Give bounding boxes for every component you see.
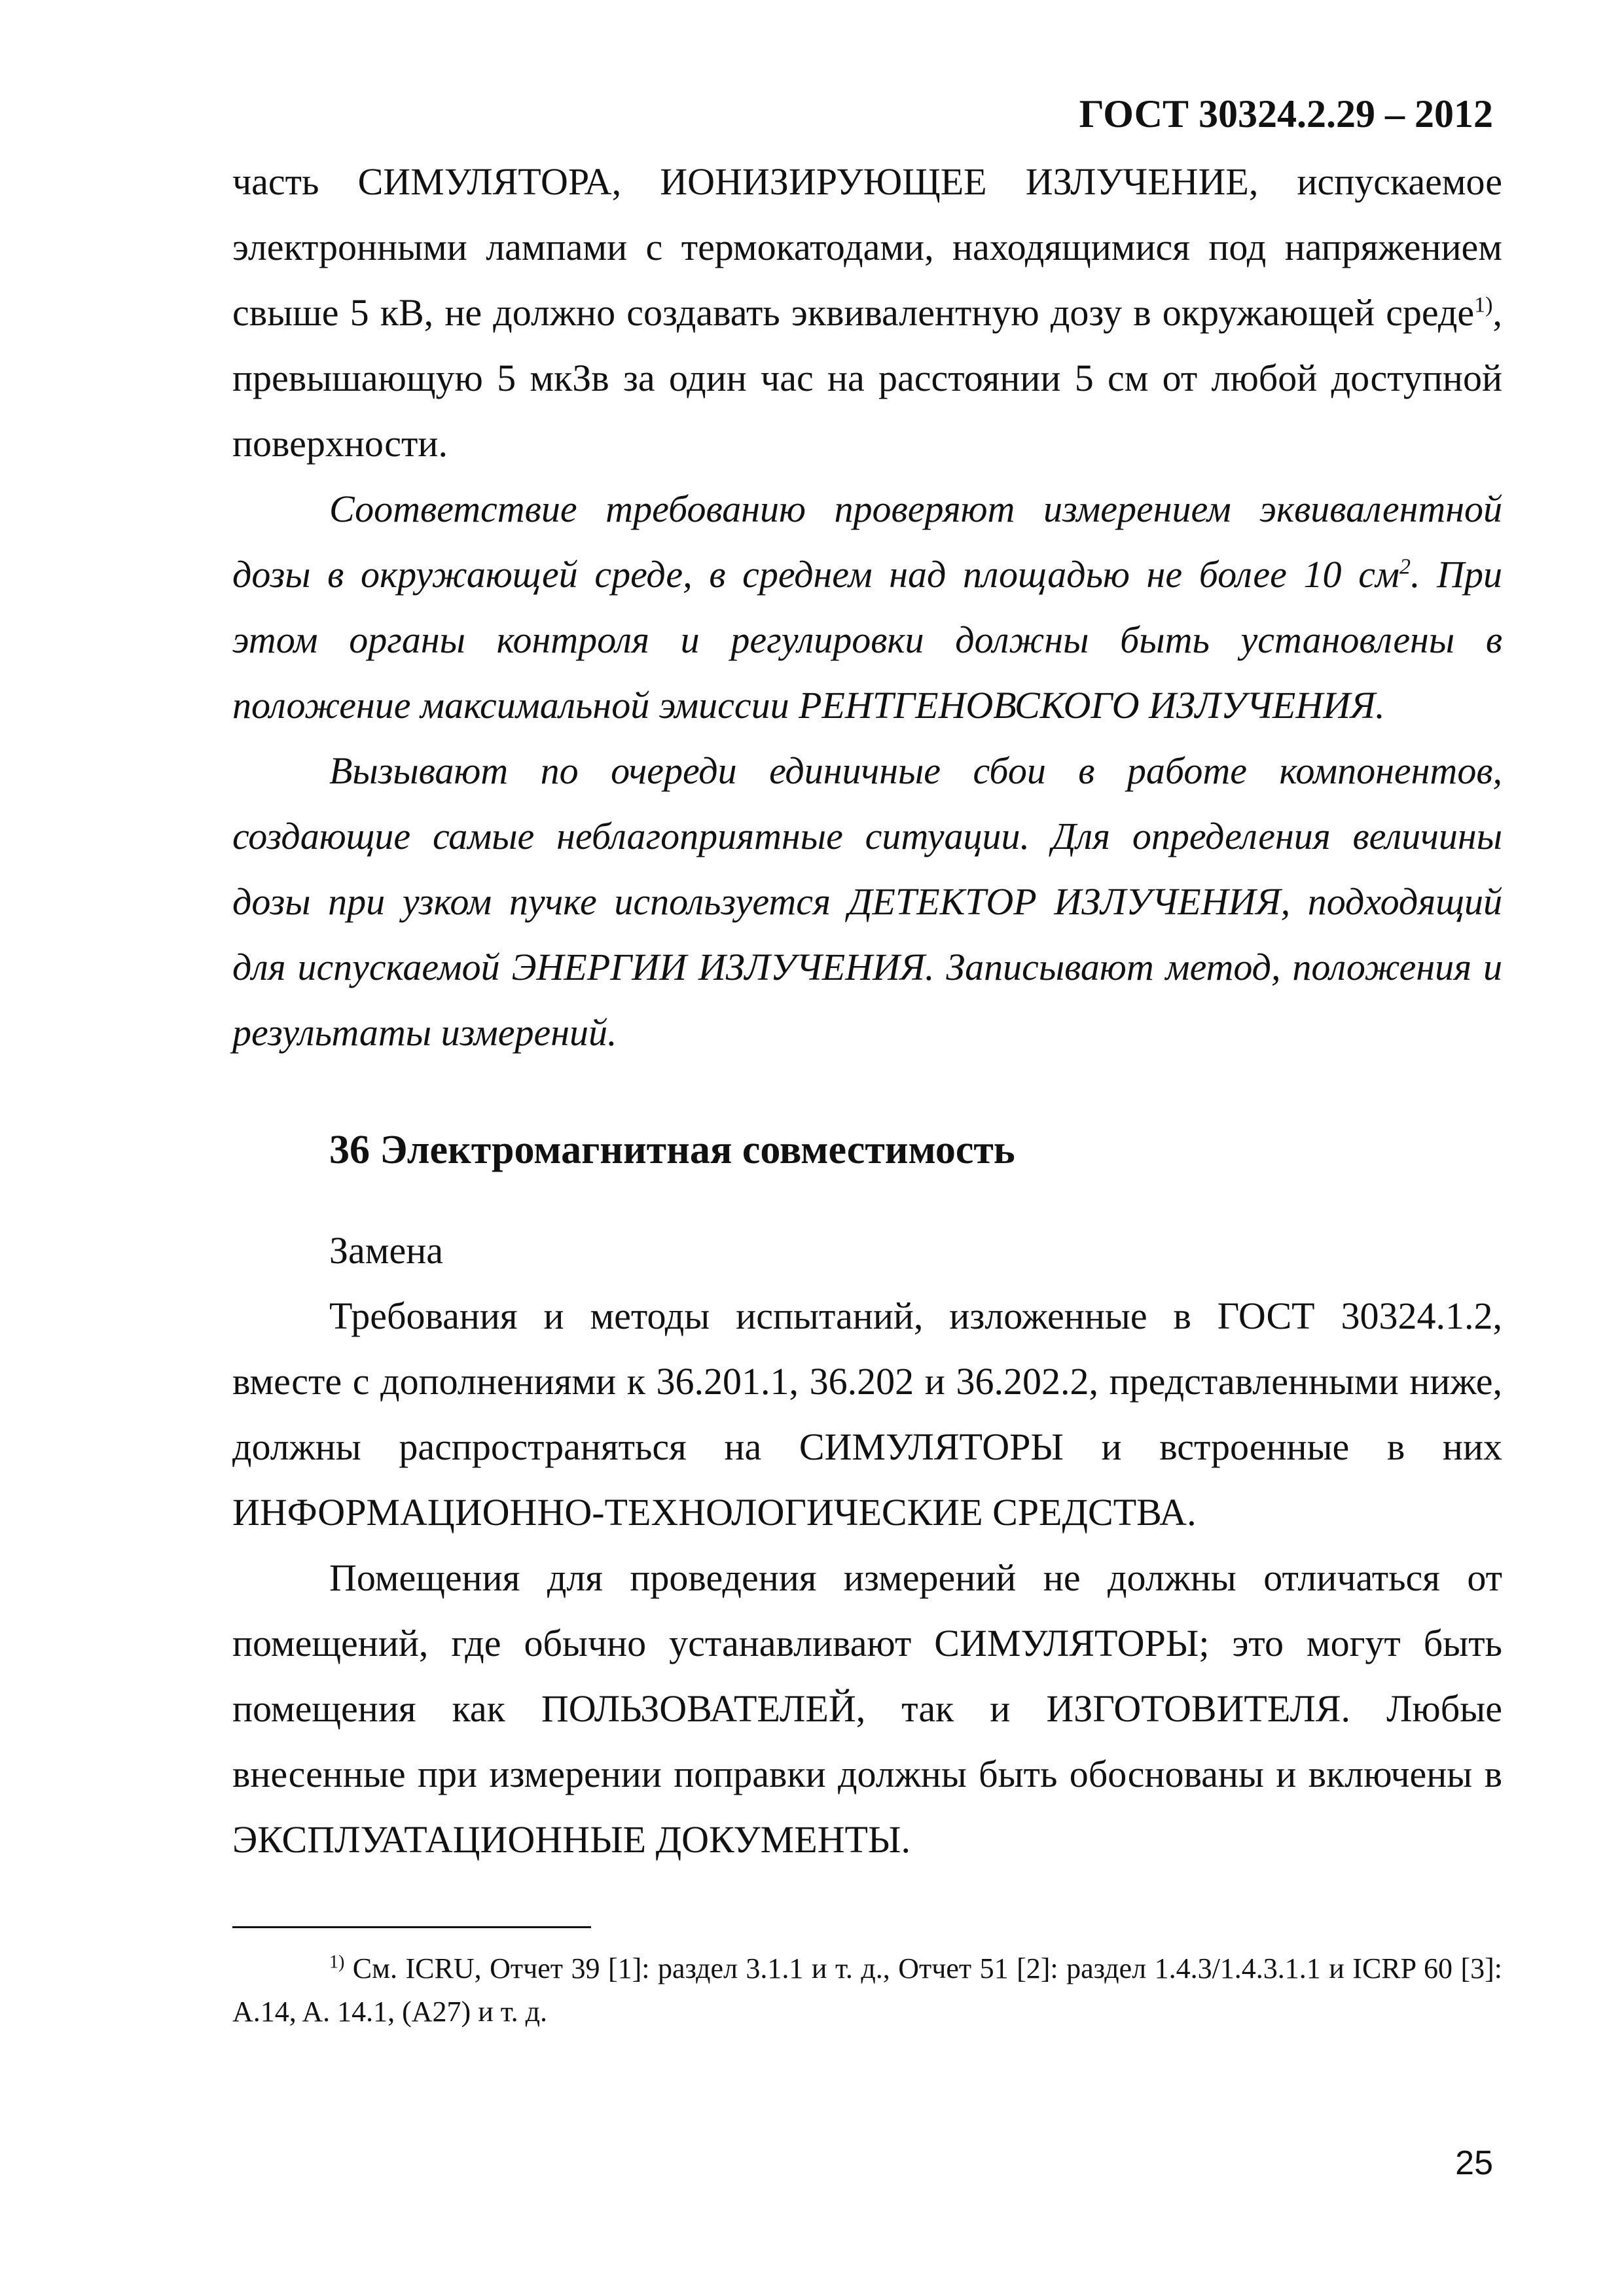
- footnote: [232, 1947, 1502, 2034]
- superscript: 2: [1399, 554, 1411, 579]
- footnote-divider: [232, 1926, 591, 1928]
- replace-label: Замена: [329, 1229, 444, 1272]
- paragraph-text-tail: , превышающую 5 мкЗв за один час на расстоянии 5 см от любой доступной поверхности.: [232, 291, 1502, 465]
- footnote-text: См. ICRU, Отчет 39 [1]: раздел 3.1.1 и т. д., Отчет 51 [2]: раздел 1.4.3/1.4.3.1.1 и ICRP 60 [3]: A.14, A. 14.1, (A27) и т. д.: [232, 1952, 1502, 2028]
- footnote-reference: 1): [1474, 293, 1493, 317]
- footnote-mark: 1): [329, 1952, 345, 1973]
- paragraph-measurement-rooms: Помещения для проведения измерений не должны отличаться от помещений, где обычно устанавливают СИМУЛЯТОРЫ; это могут быть помещения как ПОЛЬЗОВАТЕЛЕЙ, так и ИЗГОТОВИТЕЛЯ. Любые внесенные при измерении поправки должны быть обоснованы и включены в ЭКСПЛУАТАЦИОННЫЕ ДОКУМЕНТЫ.: [232, 1556, 1502, 1861]
- paragraph-text-tail: . При этом органы контроля и регулировки должны быть установлены в положение максимальной эмиссии РЕНТГЕНОВСКОГО ИЗЛУЧЕНИЯ.: [232, 553, 1503, 726]
- paragraph-radiation-requirement: [232, 149, 1502, 476]
- page-number: 25: [1455, 2144, 1493, 2182]
- paragraph-test-methods: Требования и методы испытаний, изложенные в ГОСТ 30324.1.2, вместе с дополнениями к 36.201.1, 36.202 и 36.202.2, представленными ниже, должны распространяться на СИМУЛЯТОРЫ и встроенные в них ИНФОРМАЦИОННО-ТЕХНОЛОГИЧЕСКИЕ СРЕДСТВА.: [232, 1295, 1502, 1534]
- document-header: ГОСТ 30324.2.29 – 2012: [1079, 92, 1493, 135]
- section-heading: 36 Электромагнитная совместимость: [329, 1128, 1015, 1172]
- section-36-body: [232, 1218, 1502, 1873]
- paragraph-text: часть СИМУЛЯТОРА, ИОНИЗИРУЮЩЕЕ ИЗЛУЧЕНИЕ, испускаемое электронными лампами с термокатодами, находящимися под напряжением свыше 5 кВ, не должно создавать эквивалентную дозу в окружающей среде: [232, 160, 1502, 334]
- paragraph-compliance-check: [232, 476, 1502, 738]
- paragraph-text: Соответствие требованию проверяют измерением эквивалентной дозы в окружающей среде, в среднем над площадью не более 10 см: [232, 488, 1502, 596]
- paragraph-single-faults: Вызывают по очереди единичные сбои в работе компонентов, создающие самые неблагоприятные ситуации. Для определения величины дозы при узком пучке используется ДЕТЕКТОР ИЗЛУЧЕНИЯ, подходящий для испускаемой ЭНЕРГИИ ИЗЛУЧЕНИЯ. Записывают метод, положения и результаты измерений.: [232, 749, 1502, 1054]
- section-36: [232, 1117, 1502, 1183]
- page-body-top: [232, 149, 1502, 1066]
